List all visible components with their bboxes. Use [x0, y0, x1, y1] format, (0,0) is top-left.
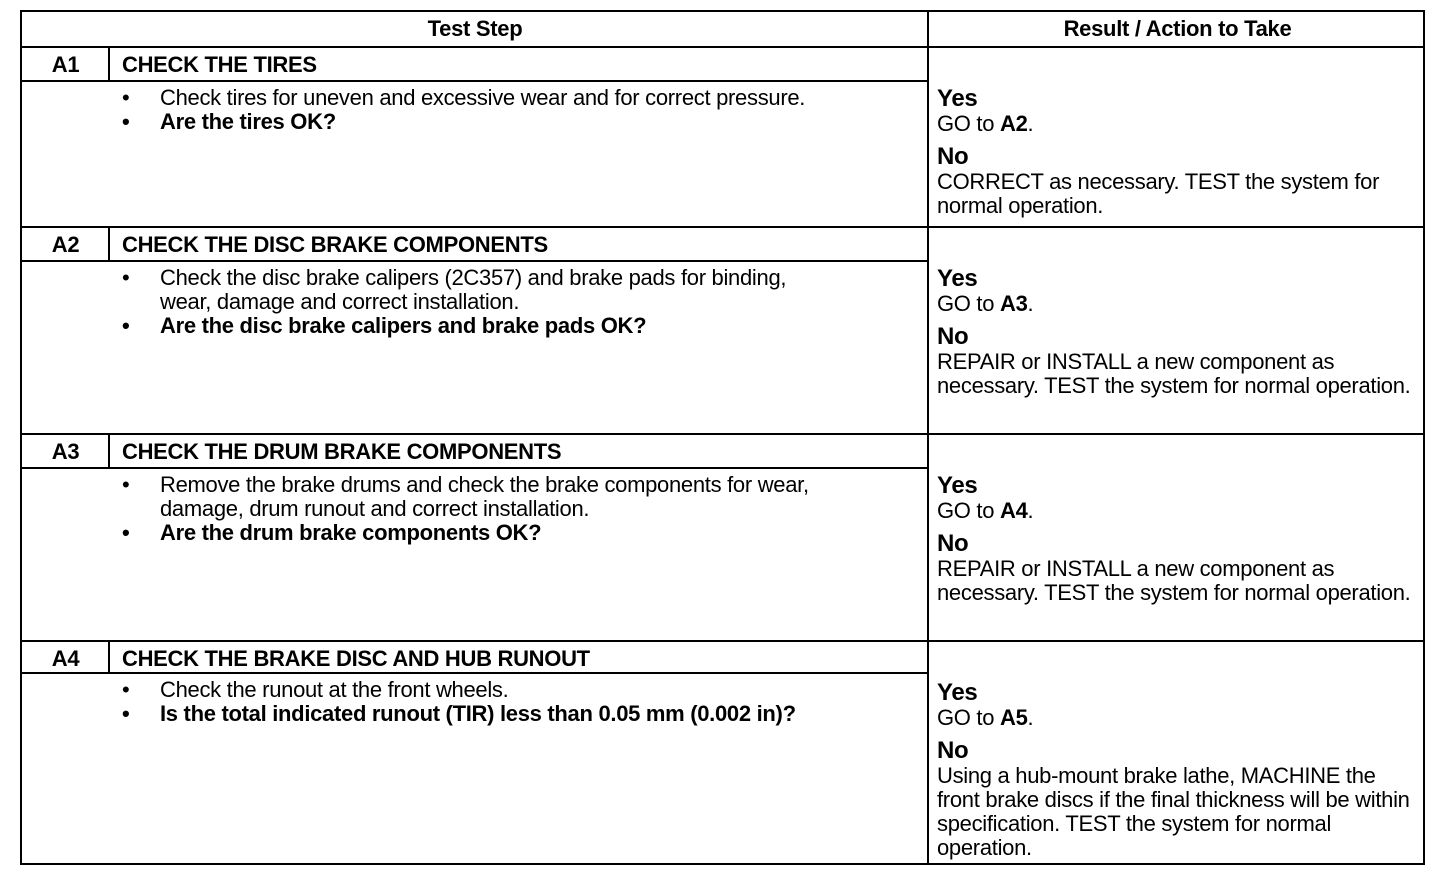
result-action: Yes GO to A3. No REPAIR or INSTALL a new component as necessary. TEST the system for normal operation. — [937, 266, 1422, 398]
question-text: Are the tires OK? — [160, 109, 336, 134]
divider — [22, 260, 928, 262]
result-action: Yes GO to A5. No Using a hub-mount brake lathe, MACHINE the front brake discs if the final thickness will be within specification. TEST the system for normal operation. — [937, 680, 1422, 860]
instruction-text: Check the disc brake calipers (2C357) and brake pads for binding, wear, damage and correct installation. — [160, 265, 787, 314]
question-text: Are the drum brake components OK? — [160, 520, 542, 545]
divider — [22, 640, 1425, 642]
step-id: A1 — [51, 52, 80, 77]
no-action: CORRECT as necessary. TEST the system for normal operation. — [937, 169, 1380, 218]
step-body — [122, 678, 822, 726]
instruction-text: Check tires for uneven and excessive wear and for correct pressure. — [160, 85, 806, 110]
bullet-icon: • — [122, 520, 130, 545]
no-label: No — [937, 143, 969, 170]
no-label: No — [937, 737, 969, 764]
step-body — [122, 86, 822, 134]
yes-target-link[interactable]: A4 — [1000, 498, 1028, 523]
divider — [22, 467, 928, 469]
result-action: Yes GO to A2. No CORRECT as necessary. TEST the system for normal operation. — [937, 86, 1422, 218]
no-action: Using a hub-mount brake lathe, MACHINE the front brake discs if the final thickness will be within specification. TEST the system for normal operation. — [937, 763, 1410, 860]
instruction-text: Remove the brake drums and check the brake components for wear, damage, drum runout and correct installation. — [160, 472, 809, 521]
step-title: CHECK THE DRUM BRAKE COMPONENTS — [122, 439, 562, 464]
no-label: No — [937, 323, 969, 350]
no-action: REPAIR or INSTALL a new component as necessary. TEST the system for normal operation. — [937, 556, 1411, 605]
yes-action: GO to — [937, 291, 995, 316]
yes-target-link[interactable]: A3 — [1000, 291, 1028, 316]
yes-label: Yes — [937, 472, 978, 499]
divider — [22, 226, 1425, 228]
divider — [22, 433, 1425, 435]
diagnostic-table — [20, 10, 1425, 865]
yes-action: GO to — [937, 498, 995, 523]
step-id: A4 — [51, 646, 80, 671]
bullet-icon: • — [122, 85, 130, 110]
column-header-test-step: Test Step — [427, 16, 523, 41]
column-divider — [927, 12, 929, 865]
yes-label: Yes — [937, 265, 978, 292]
no-label: No — [937, 530, 969, 557]
step-title: CHECK THE TIRES — [122, 52, 317, 77]
bullet-icon: • — [122, 109, 130, 134]
yes-target-link[interactable]: A5 — [1000, 705, 1028, 730]
yes-label: Yes — [937, 85, 978, 112]
no-action: REPAIR or INSTALL a new component as necessary. TEST the system for normal operation. — [937, 349, 1411, 398]
question-text: Are the disc brake calipers and brake pads OK? — [160, 313, 647, 338]
divider — [22, 46, 1425, 48]
bullet-icon: • — [122, 701, 130, 726]
divider — [22, 672, 928, 674]
yes-action: GO to — [937, 705, 995, 730]
result-action: Yes GO to A4. No REPAIR or INSTALL a new component as necessary. TEST the system for normal operation. — [937, 473, 1422, 605]
step-id: A3 — [51, 439, 80, 464]
step-title: CHECK THE DISC BRAKE COMPONENTS — [122, 232, 548, 257]
bullet-icon: • — [122, 265, 130, 290]
column-header-result: Result / Action to Take — [1063, 16, 1292, 41]
yes-label: Yes — [937, 679, 978, 706]
step-id: A2 — [51, 232, 80, 257]
bullet-icon: • — [122, 472, 130, 497]
step-body — [122, 266, 822, 338]
yes-target-link[interactable]: A2 — [1000, 111, 1028, 136]
instruction-text: Check the runout at the front wheels. — [160, 677, 509, 702]
bullet-icon: • — [122, 677, 130, 702]
step-body — [122, 473, 822, 545]
divider — [22, 80, 928, 82]
bullet-icon: • — [122, 313, 130, 338]
step-title: CHECK THE BRAKE DISC AND HUB RUNOUT — [122, 646, 590, 671]
yes-action: GO to — [937, 111, 995, 136]
question-text: Is the total indicated runout (TIR) less than 0.05 mm (0.002 in)? — [160, 701, 796, 726]
